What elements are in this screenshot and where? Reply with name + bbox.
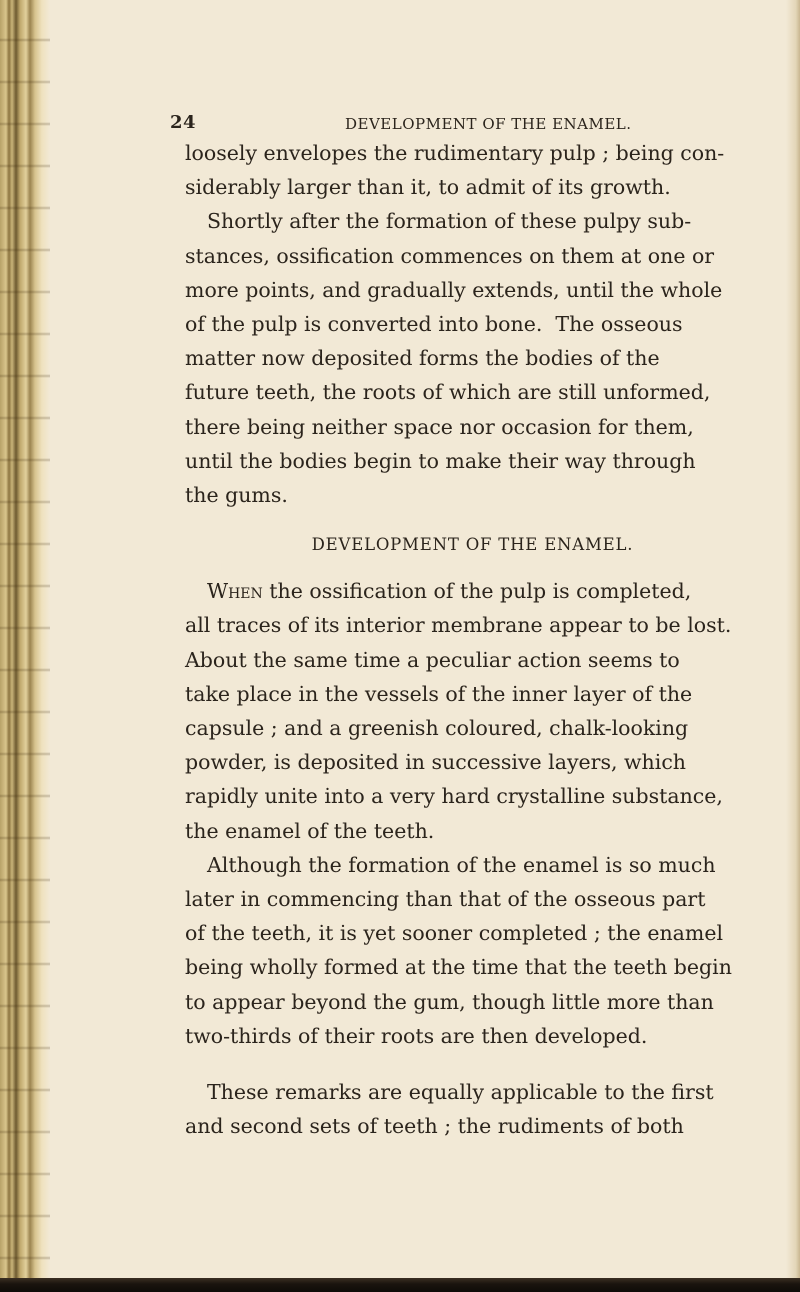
text-line: rapidly unite into a very hard crystalline substance, — [185, 784, 723, 809]
text-line: stances, ossification commences on them at one or — [185, 243, 715, 268]
text-line: powder, is deposited in successive layers, which — [185, 750, 686, 775]
book-binding — [0, 0, 50, 1292]
text-line: there being neither space nor occasion for them, — [185, 414, 694, 439]
text-line: two-thirds of their roots are then developed. — [185, 1023, 648, 1048]
text-line: Shortly after the formation of these pulpy sub- — [207, 209, 692, 234]
text-line: These remarks are equally applicable to the first — [207, 1080, 714, 1105]
text-line: loosely envelopes the rudimentary pulp ; being con- — [185, 141, 725, 165]
paragraph-3 — [185, 574, 760, 848]
text-line: the gums. — [185, 483, 288, 508]
text-line: of the teeth, it is yet sooner completed ; the enamel — [185, 921, 724, 946]
text-line: Although the formation of the enamel is so much — [207, 852, 716, 877]
text-line: About the same time a peculiar action seems to — [185, 647, 680, 672]
text-line: the enamel of the teeth. — [185, 818, 435, 843]
page-number: 24 — [170, 112, 197, 133]
text-line: future teeth, the roots of which are still unformed, — [185, 380, 711, 405]
text-line: all traces of its interior membrane appear to be lost. — [185, 613, 732, 638]
text-line: of the pulp is converted into bone. The osseous — [185, 312, 683, 337]
text-line: siderably larger than it, to admit of its growth. — [185, 175, 671, 200]
text-line: matter now deposited forms the bodies of the — [185, 346, 660, 371]
text-line: more points, and gradually extends, until the whole — [185, 277, 723, 302]
section-title: DEVELOPMENT OF THE ENAMEL. — [311, 535, 634, 555]
page-edge — [786, 0, 800, 1292]
running-head: DEVELOPMENT OF THE ENAMEL. — [345, 115, 632, 133]
book-page — [170, 106, 760, 1143]
paragraph-1 — [185, 136, 760, 204]
text-line: take place in the vessels of the inner layer of the — [185, 681, 693, 706]
text-line: later in commencing than that of the osseous part — [185, 887, 706, 912]
text-line: until the bodies begin to make their way through — [185, 448, 696, 473]
text-line: and second sets of teeth ; the rudiments of both — [185, 1114, 684, 1139]
text-line: being wholly formed at the time that the teeth begin — [185, 955, 732, 980]
text-line: capsule ; and a greenish coloured, chalk-looking — [185, 716, 689, 741]
text-line — [185, 574, 760, 608]
paragraph-5 — [185, 1075, 760, 1143]
page-header — [170, 106, 760, 136]
page-bottom-shadow — [0, 1278, 800, 1292]
paragraph-4 — [185, 848, 760, 1053]
text-fragment: the ossification of the pulp is completed, — [262, 579, 692, 604]
text-line: to appear beyond the gum, though little more than — [185, 989, 714, 1014]
paragraph-gap — [185, 1053, 760, 1075]
lead-word: When — [207, 579, 263, 604]
paragraph-2 — [185, 204, 760, 512]
